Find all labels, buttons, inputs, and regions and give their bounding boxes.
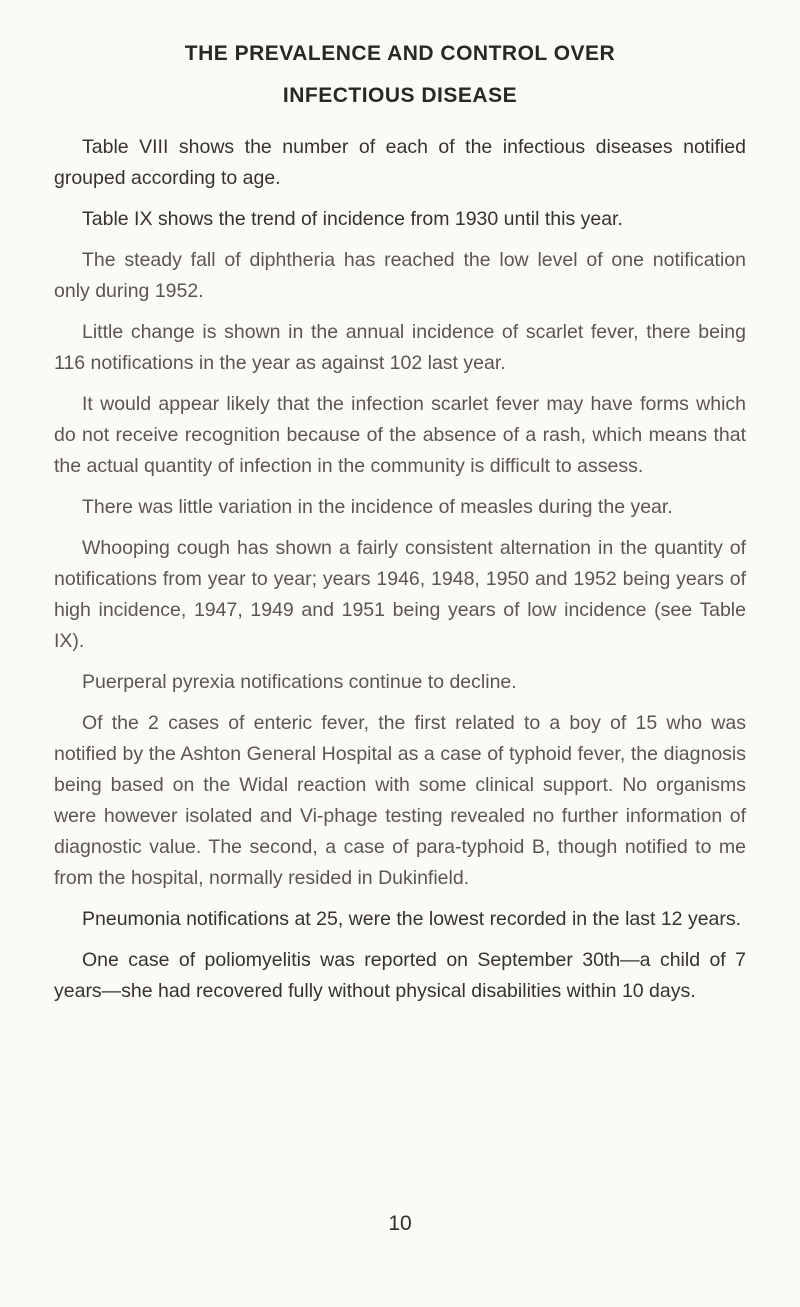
page-number: 10 — [388, 1212, 412, 1235]
paragraph-table-ix: Table IX shows the trend of incidence from 1930 until this year. — [82, 208, 623, 230]
paragraph-whooping-cough: Whooping cough has shown a fairly consistent alternation in the quantity of notifications from year to year; years 1946, 1948, 1950 and 1952 being years of high incidence, 1947, 1949 and 1951 being years of low incidence (see Table IX). — [54, 537, 746, 652]
paragraph-measles: There was little variation in the incidence of measles during the year. — [82, 496, 673, 518]
paragraph-puerperal-pyrexia: Puerperal pyrexia notifications continue to decline. — [82, 671, 517, 693]
body-text — [54, 132, 746, 1017]
paragraph-enteric-fever: Of the 2 cases of enteric fever, the first related to a boy of 15 who was notified by the Ashton General Hospital as a case of typhoid fever, the diagnosis being based on the Widal reaction with some clinical support. No organisms were however isolated and Vi-phage testing revealed no further information of diagnostic value. The second, a case of para-typhoid B, though notified to me from the hospital, normally resided in Dukinfield. — [54, 712, 746, 889]
paragraph-poliomyelitis: One case of poliomyelitis was reported on September 30th—a child of 7 years—she had recovered fully without physical disabilities within 10 days. — [54, 949, 746, 1002]
paragraph-scarlet-fever-forms: It would appear likely that the infection scarlet fever may have forms which do not receive recognition because of the absence of a rash, which means that the actual quantity of infection in the community is difficult to assess. — [54, 393, 746, 477]
paragraph-pneumonia: Pneumonia notifications at 25, were the lowest recorded in the last 12 years. — [82, 908, 742, 930]
paragraph-table-viii: Table VIII shows the number of each of the infectious diseases notified grouped according to age. — [54, 136, 746, 189]
page-title-line-1: THE PREVALENCE AND CONTROL OVER — [184, 42, 616, 65]
page-title-line-2: INFECTIOUS DISEASE — [282, 84, 518, 107]
paragraph-scarlet-fever: Little change is shown in the annual incidence of scarlet fever, there being 116 notifications in the year as against 102 last year. — [54, 321, 746, 374]
paragraph-diphtheria: The steady fall of diphtheria has reached the low level of one notification only during 1952. — [54, 249, 746, 302]
